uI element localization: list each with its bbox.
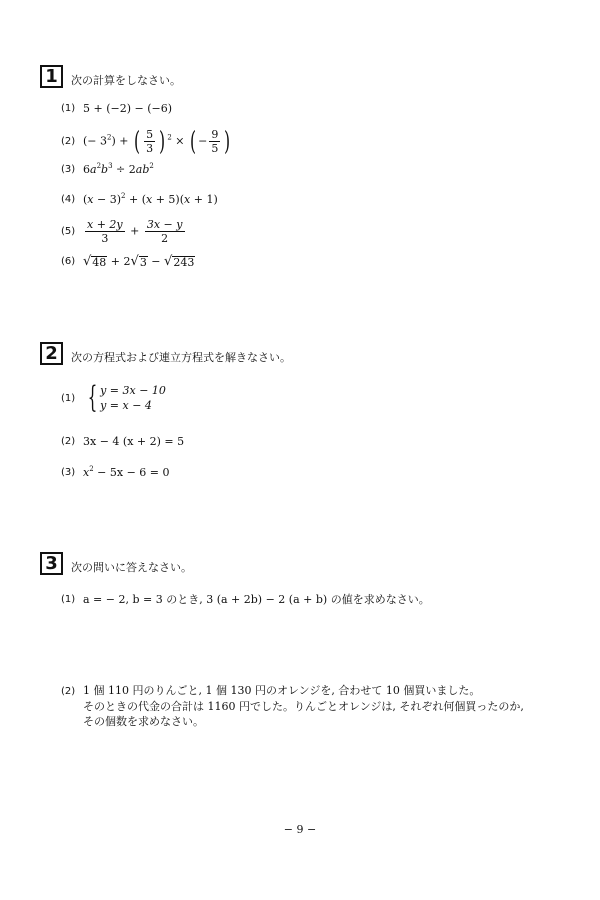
left-paren: ( [190, 126, 197, 157]
problem-2-3 [61, 466, 170, 479]
section-number-box: 2 [40, 342, 63, 365]
section-title: 次の問いに答えなさい。 [71, 561, 192, 574]
fraction: $\frac{5}{3}$ [146, 128, 154, 155]
expression: 3x − 4 (x + 2) = 5 [83, 435, 185, 448]
sqrt: √ 3 [130, 254, 147, 269]
section-title: 次の方程式および連立方程式を解きなさい。 [71, 351, 291, 364]
problem-1-2 [61, 128, 233, 155]
left-brace: { [87, 380, 98, 415]
section-number-box: 3 [40, 552, 63, 575]
item-label: (1) [61, 392, 76, 404]
problem-1-4 [61, 193, 218, 206]
expression: $(x - 3)^2 + (x + 5)(x + 1)$ [83, 192, 218, 206]
expression: 5 + (−2) − (−6) [83, 102, 173, 115]
expression: √ 48 + 2 √ 3 − √ 243 [83, 254, 195, 269]
expression: $\frac{x + 2y}{3}$ + $\frac{3x - y}{2}$ [87, 218, 183, 245]
right-paren: ) [159, 126, 166, 157]
left-paren: ( [134, 126, 141, 157]
sqrt: √ 243 [164, 254, 195, 269]
fraction: $\frac{9}{5}$ [211, 128, 219, 155]
section-title: 次の計算をしなさい。 [71, 74, 181, 87]
page-number: − 9 − [283, 823, 317, 836]
fraction: $\frac{x + 2y}{3}$ [87, 218, 123, 245]
item-label: (3) [61, 164, 76, 175]
problem-text-line: そのときの代金の合計は 1160 円でした。りんごとオレンジは, それぞれ何個買ったのか, [83, 700, 524, 713]
equation-system: { y = 3x − 10 y = x − 4 [87, 380, 166, 415]
problem-text-line: その個数を求めなさい。 [83, 715, 204, 728]
problem-3-2 [61, 683, 524, 729]
problem-3-1 [61, 591, 430, 607]
item-label: (2) [61, 136, 76, 147]
item-label: (2) [61, 686, 76, 697]
expression: $x^2 - 5x - 6 = 0$ [83, 465, 170, 479]
problem-1-5 [61, 218, 187, 245]
item-label: (6) [61, 256, 76, 267]
item-label: (3) [61, 467, 76, 478]
problem-text-line: 1 個 110 円のりんごと, 1 個 130 円のオレンジを, 合わせて 10 個買いました。 [83, 684, 481, 697]
right-paren: ) [224, 126, 231, 157]
item-label: (5) [61, 226, 76, 237]
expression: $6a^2b^3 \div 2ab^2$ [83, 162, 154, 176]
item-label: (2) [61, 436, 76, 447]
item-label: (1) [61, 103, 76, 114]
expression: a = − 2, b = 3 のとき, 3 (a + 2b) − 2 (a + b) の値を求めなさい。 [83, 593, 430, 606]
problem-1-6 [61, 254, 195, 269]
problem-1-3 [61, 163, 154, 176]
fraction: $\frac{3x - y}{2}$ [146, 218, 183, 245]
section-1-header [40, 62, 181, 88]
problem-1-1 [61, 102, 172, 115]
section-number-box: 1 [40, 65, 63, 88]
problem-2-2 [61, 435, 184, 448]
item-label: (4) [61, 194, 76, 205]
section-3-header [40, 549, 192, 575]
expression: (− $3^2$) + ( $\frac{5}{3}$ ) $^2$ × ( − $\frac{9}{5}$ ) [83, 126, 231, 157]
section-2-header [40, 339, 291, 365]
item-label: (1) [61, 593, 76, 605]
problem-2-1 [61, 380, 166, 415]
sqrt: √ 48 [83, 254, 107, 269]
